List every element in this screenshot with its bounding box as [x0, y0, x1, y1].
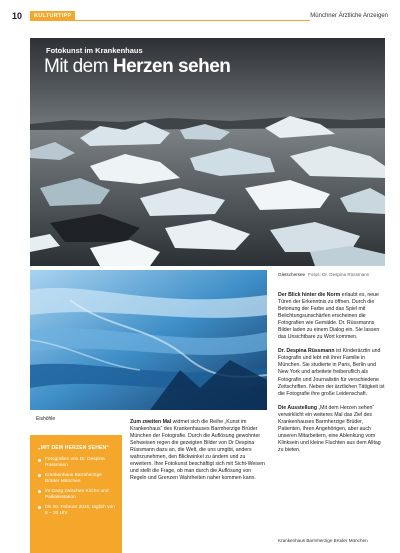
ice-cave-caption: Eishöhle: [36, 416, 56, 422]
hero-kicker: Fotokunst im Krankenhaus: [46, 46, 143, 55]
info-item-venue: Krankenhaus Barmherzige Brüder München: [38, 473, 116, 485]
paragraph-text: erlaubt es, neue Türen der Erkenntnis zu öffnen. Durch die Betonung der Farbe und das Spiel mit Belichtungsunschärfen erscheinen die Fotografien wie Gemälde. Dr. Rüssmanns Bilder laden zu einem Dialog ein. Sie lassen das Unsichtbare zu Wort kommen.: [278, 292, 380, 341]
paragraph-lead: Dr. Despina Rüssmann: [278, 348, 335, 355]
article-column-middle: [130, 419, 266, 489]
paragraph-lead: Der Blick hinter die Norm: [278, 292, 341, 298]
title-light: Mit dem: [44, 56, 113, 77]
info-item-artist: Fotografien von Dr. Despina Rüssmann: [38, 457, 116, 469]
publication-name: Münchner Ärztliche Anzeigen: [310, 13, 388, 19]
title-bold: Herzen sehen: [112, 56, 231, 77]
ice-cave-photo: [30, 270, 267, 410]
paragraph-lead: Die Ausstellung: [278, 404, 318, 411]
glacier-caption-text: Gletschersee: [278, 272, 306, 277]
paragraph-lead: Zum zweiten Mal: [130, 419, 172, 425]
info-item-dates: bis 20. Februar 2020, täglich von 8 – 20 Uhr: [38, 505, 116, 517]
rubric-label: KULTURTIPP: [30, 11, 75, 21]
paragraph-text: widmet sich die Reihe „Kunst im Krankenhaus“ des Krankenhauses Barmherzige Brüder München der Fotografie. Durch die Auflösung gewohnter Sehweisen regen die gezeigten Bilder von Dr Despina Rüssmann dazu an, die Welt, die uns umgibt, anders wahrzunehmen, den Blickwinkel zu ändern und zu erweitern. Ihre Fotokunst beschäftigt sich mit Sicht-Weisen und stellt die Frage, ob man durch die Auflösung von Regeln und Grenzen Wahrheiten naher kommen kann.: [130, 419, 265, 482]
photo-credit: Fotos: Dr. Despina Rüssmann: [308, 272, 370, 277]
paragraph: [130, 419, 266, 482]
exhibition-info-box: [30, 435, 122, 553]
paragraph: [278, 292, 386, 341]
paragraph: [278, 405, 386, 454]
page-number: 10: [12, 11, 23, 21]
info-box-list: [38, 457, 116, 517]
info-box-heading: „MIT DEM HERZEN SEHEN“: [38, 445, 110, 451]
paragraph-text: „Mit dem Herzen sehen“ verwirklicht ein weiteres Mal das Ziel des Krankenhauses Barmherzige Brüder, Patienten, ihren Angehörigen, aber auch unseren Mitarbeitern, eine Ablenkung vom Klinksein und kleine Fluchten aus dem Alltag zu bieten.: [278, 404, 381, 453]
article-column-right: [278, 292, 386, 461]
article-title: [44, 56, 230, 78]
paragraph: [278, 348, 386, 397]
header-rule: [30, 20, 310, 21]
paragraph-text: ist Kinderärztin und Fotografin und lebt mit ihrer Familie in München. Sie studierte in Paris, Berlin und New York und arbeitete freiberuflich als Fotografin und Journalistin für verschiedene Zeitschriften. Neben der ärztlichen Tätigkeit ist die Fotografie ihre große Leidenschaft.: [278, 348, 385, 397]
venue-caption: Krankenhaus Barmherzige Brüder München: [278, 538, 368, 543]
glacier-caption: [278, 272, 369, 277]
info-item-location: im Gang zwischen Kirche und Palliativstation: [38, 489, 116, 501]
glacier-photo: [30, 38, 385, 266]
